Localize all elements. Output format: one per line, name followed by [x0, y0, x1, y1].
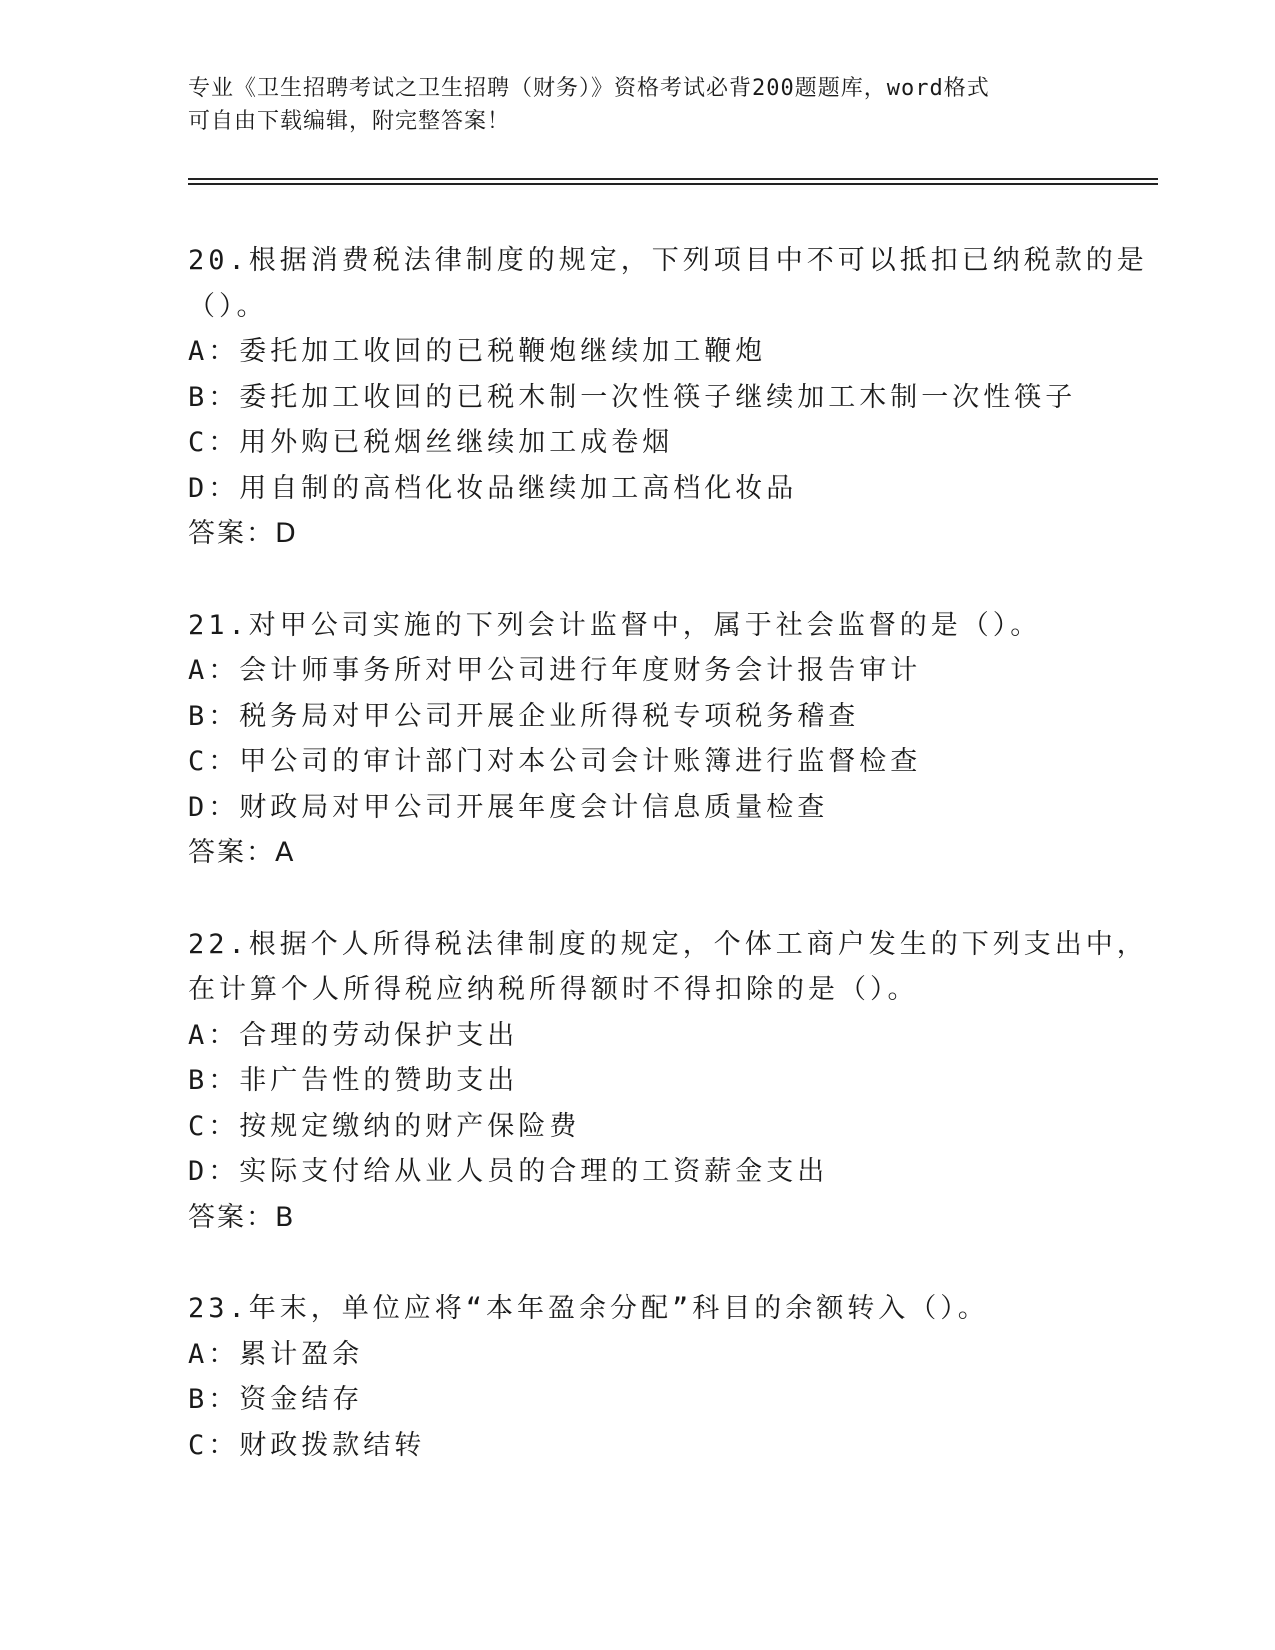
- option-b: B：委托加工收回的已税木制一次性筷子继续加工木制一次性筷子: [188, 381, 1077, 413]
- question-22: [188, 922, 1148, 1241]
- answer: 答案：D: [188, 518, 298, 549]
- header-line-2: 可自由下载编辑，附完整答案！: [188, 109, 511, 134]
- option-b: B：税务局对甲公司开展企业所得税专项税务稽查: [188, 700, 860, 732]
- option-d: D：实际支付给从业人员的合理的工资薪金支出: [188, 1156, 829, 1187]
- question-21: [188, 603, 1088, 876]
- header-divider-bottom: [188, 183, 1158, 185]
- answer: 答案：B: [188, 1201, 296, 1233]
- option-b: B：资金结存: [188, 1384, 364, 1415]
- question-20: [188, 238, 1148, 557]
- answer: 答案：A: [188, 837, 296, 868]
- question-stem-continued: 在计算个人所得税应纳税所得额时不得扣除的是（）。: [188, 974, 919, 1005]
- question-stem: 21.对甲公司实施的下列会计监督中，属于社会监督的是（）。: [188, 609, 1042, 641]
- option-c: C：甲公司的审计部门对本公司会计账簿进行监督检查: [188, 746, 922, 777]
- option-a: A：会计师事务所对甲公司进行年度财务会计报告审计: [188, 655, 922, 686]
- option-b: B：非广告性的赞助支出: [188, 1065, 519, 1096]
- header-line-1: 专业《卫生招聘考试之卫生招聘（财务）》资格考试必背200题题库，word格式: [188, 76, 990, 101]
- document-header: [188, 72, 1088, 138]
- header-divider-top: [188, 178, 1158, 180]
- question-23: [188, 1286, 1088, 1468]
- question-stem: 23.年末，单位应将“本年盈余分配”科目的余额转入（）。: [188, 1293, 989, 1324]
- question-stem-continued: （）。: [188, 290, 268, 322]
- option-a: A：累计盈余: [188, 1338, 364, 1370]
- option-c: C：按规定缴纳的财产保险费: [188, 1110, 581, 1142]
- question-stem: 22.根据个人所得税法律制度的规定，个体工商户发生的下列支出中，: [188, 928, 1148, 960]
- option-a: A：合理的劳动保护支出: [188, 1019, 519, 1051]
- option-d: D：用自制的高档化妆品继续加工高档化妆品: [188, 472, 798, 504]
- option-a: A：委托加工收回的已税鞭炮继续加工鞭炮: [188, 336, 767, 367]
- question-stem: 20.根据消费税法律制度的规定，下列项目中不可以抵扣已纳税款的是: [188, 245, 1148, 276]
- question-list: [188, 238, 1148, 1514]
- option-d: D：财政局对甲公司开展年度会计信息质量检查: [188, 791, 829, 823]
- option-c: C：用外购已税烟丝继续加工成卷烟: [188, 427, 674, 458]
- option-c: C：财政拨款结转: [188, 1429, 426, 1461]
